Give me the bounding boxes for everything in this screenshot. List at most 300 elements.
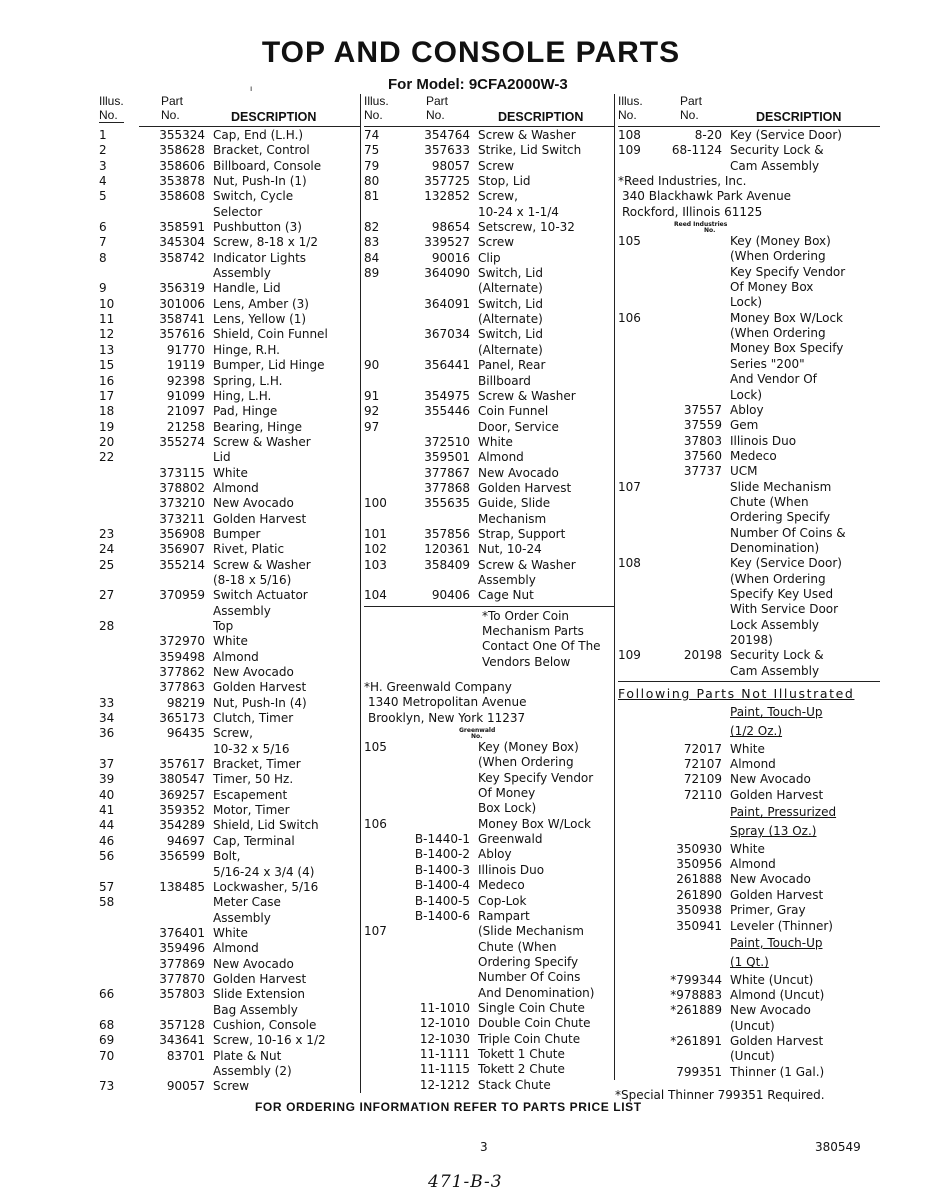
part-no: 339527	[424, 235, 470, 250]
part-description: Tokett 2 Chute	[478, 1062, 565, 1077]
part-no: 359501	[424, 450, 470, 465]
table-row	[618, 403, 880, 418]
part-description: Screw	[213, 1079, 250, 1094]
part-description: Slide Extension	[213, 987, 306, 1002]
illus-no	[99, 742, 145, 757]
part-no	[652, 618, 730, 633]
part-description: Security Lock &	[730, 648, 824, 663]
greenwald-address	[364, 680, 614, 726]
part-no: 350941	[676, 918, 722, 933]
part-no	[404, 817, 478, 832]
table-row	[99, 1033, 357, 1048]
illus-no: 22	[99, 450, 115, 465]
illus-no: 101	[364, 526, 387, 541]
part-description: Escapement	[213, 787, 288, 802]
special-thinner-note: *Special Thinner 799351 Required.	[615, 1088, 825, 1102]
illus-no	[364, 1078, 404, 1093]
part-no: 378802	[159, 480, 205, 495]
illus-no	[364, 909, 404, 924]
table-row	[364, 327, 614, 342]
part-description: Greenwald	[478, 832, 543, 847]
illus-no	[364, 755, 404, 770]
part-no: 357856	[424, 526, 470, 541]
table-row	[618, 648, 880, 663]
illus-no	[618, 449, 652, 464]
table-row	[364, 847, 614, 862]
illus-no: 36	[99, 726, 115, 741]
part-description: Bag Assembly	[213, 1002, 298, 1017]
illus-no	[364, 894, 404, 909]
part-no: 355446	[424, 404, 470, 419]
table-row	[364, 1032, 614, 1047]
illus-no: 75	[364, 143, 380, 158]
part-description: Spring, L.H.	[213, 373, 283, 388]
part-description: Ordering Specify	[730, 510, 831, 525]
table-row	[364, 420, 614, 435]
table-row	[364, 832, 614, 847]
part-no: 72110	[683, 787, 722, 802]
part-no: 365173	[159, 711, 205, 726]
table-row	[99, 143, 357, 158]
part-description: Shield, Coin Funnel	[213, 327, 328, 342]
table-row	[618, 872, 880, 887]
part-no: 358608	[159, 189, 205, 204]
part-description: Leveler (Thinner)	[730, 918, 833, 933]
part-description: Cap, End (L.H.)	[213, 128, 304, 142]
illus-no: 19	[99, 419, 115, 434]
part-no	[404, 755, 478, 770]
part-description: Almond (Uncut)	[730, 987, 825, 1002]
part-description: New Avocado	[213, 956, 294, 971]
part-description: Primer, Gray	[730, 903, 806, 918]
table-row	[618, 249, 880, 264]
table-row	[99, 803, 357, 818]
part-description: Key (Service Door)	[730, 128, 842, 142]
part-description: New Avocado	[213, 496, 294, 511]
table-row	[99, 1064, 357, 1079]
table-row	[364, 863, 614, 878]
illus-no	[364, 1016, 404, 1031]
header-rule	[364, 126, 614, 127]
column-header	[99, 94, 357, 128]
part-no: 358741	[159, 312, 205, 327]
illus-no: 73	[99, 1079, 115, 1094]
table-row	[618, 326, 880, 341]
table-row	[364, 924, 614, 939]
table-row	[364, 220, 614, 235]
part-description: (Alternate)	[478, 312, 543, 327]
table-row	[99, 389, 357, 404]
illus-no: 46	[99, 833, 115, 848]
part-no: 380547	[159, 772, 205, 787]
table-row	[99, 266, 357, 281]
illus-no	[364, 986, 404, 1001]
part-description: Number Of Coins &	[730, 525, 846, 540]
table-row	[99, 174, 357, 189]
illus-no	[364, 573, 404, 588]
illus-no	[618, 265, 652, 280]
illus-no	[618, 541, 652, 556]
illus-no: 18	[99, 404, 115, 419]
part-description: Screw,	[478, 189, 518, 204]
table-row	[99, 527, 357, 542]
part-description: Stop, Lid	[478, 174, 531, 189]
part-description: Assembly	[213, 910, 271, 925]
table-row	[99, 542, 357, 557]
illus-no	[99, 573, 145, 588]
part-description: Box Lock)	[478, 801, 537, 816]
table-row	[618, 434, 880, 449]
illus-no: 20	[99, 434, 115, 449]
part-description: Clutch, Timer	[213, 711, 294, 726]
part-description: Key (Service Door)	[730, 556, 842, 571]
part-description: (Uncut)	[730, 1049, 775, 1064]
part-no: *261891	[670, 1033, 722, 1048]
part-no: 301006	[159, 296, 205, 311]
part-description: New Avocado	[730, 872, 811, 887]
part-no	[145, 1003, 213, 1018]
part-no: 350938	[676, 903, 722, 918]
table-row	[618, 234, 880, 249]
part-no: 350956	[676, 857, 722, 872]
header-rule	[139, 126, 361, 127]
part-no	[652, 664, 730, 679]
part-no: 37560	[683, 448, 722, 463]
table-row	[99, 573, 357, 588]
table-row	[618, 618, 880, 633]
table-row	[364, 496, 614, 511]
column-header	[618, 94, 880, 128]
illus-no	[618, 341, 652, 356]
table-row	[99, 757, 357, 772]
illus-no	[618, 464, 652, 479]
part-description: Cushion, Console	[213, 1017, 317, 1032]
table-row	[618, 1019, 880, 1034]
part-no: B-1400-3	[414, 862, 470, 877]
part-no	[145, 911, 213, 926]
table-row	[364, 281, 614, 296]
part-no	[404, 771, 478, 786]
group-title-text: (1/2 Oz.)	[730, 724, 783, 739]
illus-no: 90	[364, 358, 380, 373]
part-description: Assembly	[213, 266, 271, 281]
part-no: 138485	[159, 879, 205, 894]
illus-no: 4	[99, 174, 107, 189]
part-description: (Uncut)	[730, 1018, 775, 1033]
table-row	[99, 818, 357, 833]
document-number: 380549	[815, 1140, 861, 1154]
part-description: Screw, 10-16 x 1/2	[213, 1033, 326, 1048]
illus-no	[364, 940, 404, 955]
table-row	[364, 1016, 614, 1031]
illus-no: 69	[99, 1033, 115, 1048]
part-no: 355324	[159, 128, 205, 142]
part-description: Lens, Amber (3)	[213, 296, 309, 311]
table-row	[364, 755, 614, 770]
table-row	[618, 341, 880, 356]
table-row	[99, 1003, 357, 1018]
part-no	[145, 205, 213, 220]
table-row	[364, 1078, 614, 1093]
table-row	[99, 911, 357, 926]
part-description: Screw & Washer	[478, 557, 576, 572]
table-row	[618, 495, 880, 510]
table-row	[618, 464, 880, 479]
part-description: Medeco	[730, 448, 777, 463]
table-row	[618, 602, 880, 617]
illus-no	[364, 512, 404, 527]
part-description: Nut, 10-24	[478, 542, 542, 557]
reed-address	[618, 174, 880, 220]
part-description: And Denomination)	[478, 985, 595, 1000]
illus-no	[364, 481, 404, 496]
table-row	[99, 251, 357, 266]
illus-no	[364, 878, 404, 893]
part-no: 353878	[159, 174, 205, 189]
part-description: Bolt,	[213, 849, 241, 864]
part-no	[404, 801, 478, 816]
table-row	[99, 435, 357, 450]
part-description: Motor, Timer	[213, 803, 290, 818]
illus-no	[99, 512, 145, 527]
illus-no: 10	[99, 296, 115, 311]
part-no	[404, 940, 478, 955]
table-row	[618, 973, 880, 988]
parts-list	[99, 128, 357, 1095]
part-no	[652, 1049, 730, 1064]
part-no: 72017	[683, 741, 722, 756]
part-no	[652, 326, 730, 341]
part-description: Security Lock &	[730, 143, 824, 158]
table-row	[364, 404, 614, 419]
table-row	[618, 280, 880, 295]
part-no: B-1400-6	[414, 908, 470, 923]
part-description: New Avocado	[730, 1003, 811, 1018]
table-row	[99, 619, 357, 634]
table-row	[618, 788, 880, 803]
part-description: Bumper, Lid Hinge	[213, 358, 325, 373]
illus-no	[618, 388, 652, 403]
group-title-text: Paint, Touch-Up	[730, 705, 823, 720]
part-no: 354289	[159, 818, 205, 833]
table-row	[364, 512, 614, 527]
part-description: Cam Assembly	[730, 663, 820, 678]
table-row	[99, 235, 357, 250]
illus-no: 104	[364, 588, 387, 603]
group-title	[618, 934, 880, 953]
group-title-text: Spray (13 Oz.)	[730, 824, 817, 839]
part-no	[652, 1019, 730, 1034]
part-description: Almond	[478, 450, 524, 465]
table-row	[99, 220, 357, 235]
table-row	[618, 842, 880, 857]
part-no: 357803	[159, 987, 205, 1002]
part-description: Key (Money Box)	[730, 234, 831, 249]
illus-no: 74	[364, 128, 380, 142]
illus-no: 57	[99, 879, 115, 894]
handwritten-annotation: 471-B-3	[428, 1172, 503, 1192]
header-illus: Illus.	[99, 94, 124, 108]
part-no: 37737	[683, 464, 722, 479]
table-row	[364, 817, 614, 832]
part-description: Medeco	[478, 878, 525, 893]
header-illus: Illus.	[364, 94, 389, 108]
illus-no: 89	[364, 266, 380, 281]
header-illus-no: No.	[618, 108, 637, 122]
part-description: Bumper	[213, 526, 261, 541]
illus-no: 108	[618, 128, 641, 142]
part-no: 21258	[166, 419, 205, 434]
part-no	[652, 510, 730, 525]
part-description: With Service Door	[730, 602, 839, 617]
paint-group	[618, 842, 880, 934]
part-no	[652, 480, 730, 495]
part-description: Golden Harvest	[730, 787, 824, 802]
illus-no: 23	[99, 526, 115, 541]
part-no	[404, 374, 478, 389]
part-no	[404, 312, 478, 327]
table-row	[364, 312, 614, 327]
table-row	[99, 159, 357, 174]
part-description: Hinge, R.H.	[213, 342, 280, 357]
part-no: 98219	[166, 695, 205, 710]
illus-no: 58	[99, 895, 115, 910]
illus-no: 44	[99, 818, 115, 833]
part-no: 12-1010	[419, 1016, 470, 1031]
illus-no: 34	[99, 711, 115, 726]
illus-no	[364, 955, 404, 970]
part-no	[652, 388, 730, 403]
table-row	[99, 849, 357, 864]
table-row	[618, 388, 880, 403]
note-line: Contact One Of The	[482, 639, 601, 654]
table-row	[99, 711, 357, 726]
illus-no	[618, 403, 652, 418]
table-row	[99, 987, 357, 1002]
part-no	[404, 986, 478, 1001]
part-description: Of Money	[478, 786, 536, 801]
table-row	[364, 909, 614, 924]
illus-no	[99, 941, 145, 956]
part-no: B-1400-4	[414, 878, 470, 893]
part-description: Lens, Yellow (1)	[213, 312, 307, 327]
part-no	[145, 1064, 213, 1079]
illus-no: 92	[364, 404, 380, 419]
table-row	[99, 650, 357, 665]
reed-parts-list	[618, 234, 880, 679]
part-no: 90406	[431, 588, 470, 603]
illus-no: 70	[99, 1048, 115, 1063]
table-row	[364, 878, 614, 893]
part-description: White (Uncut)	[730, 972, 814, 987]
part-no: 83701	[166, 1048, 205, 1063]
part-no: 21097	[166, 404, 205, 419]
illus-no: 24	[99, 542, 115, 557]
part-no: 72107	[683, 757, 722, 772]
part-no: 359496	[159, 941, 205, 956]
table-row	[618, 526, 880, 541]
illus-no	[364, 466, 404, 481]
part-description: Cap, Terminal	[213, 833, 295, 848]
illus-no	[99, 650, 145, 665]
table-row	[364, 970, 614, 985]
part-no: 372510	[424, 434, 470, 449]
table-row	[364, 1047, 614, 1062]
illus-no	[364, 450, 404, 465]
part-no: 350930	[676, 841, 722, 856]
table-row	[99, 588, 357, 603]
part-description: Indicator Lights	[213, 250, 307, 265]
vendor-no-label: Reed Industries No.	[674, 221, 728, 235]
illus-no: 79	[364, 158, 380, 173]
table-row	[618, 357, 880, 372]
part-description: White	[730, 741, 765, 756]
table-row	[99, 1049, 357, 1064]
address-line: *H. Greenwald Company	[364, 680, 512, 695]
part-description: 10-24 x 1-1/4	[478, 204, 559, 219]
illus-no	[618, 295, 652, 310]
group-title-text: Paint, Touch-Up	[730, 935, 823, 950]
part-description: Selector	[213, 204, 263, 219]
page-number: 3	[480, 1140, 488, 1154]
part-description: Bearing, Hinge	[213, 419, 303, 434]
table-row	[364, 358, 614, 373]
part-no: 373115	[159, 465, 205, 480]
part-no	[652, 249, 730, 264]
part-no	[145, 604, 213, 619]
part-no	[652, 311, 730, 326]
illus-no: 39	[99, 772, 115, 787]
illus-no: 84	[364, 250, 380, 265]
table-row	[99, 1079, 357, 1094]
illus-no	[618, 587, 652, 602]
table-row	[364, 374, 614, 389]
table-row	[618, 919, 880, 934]
part-no	[145, 450, 213, 465]
part-no	[404, 343, 478, 358]
illus-no	[364, 327, 404, 342]
part-description: Cage Nut	[478, 588, 534, 603]
table-row	[364, 466, 614, 481]
part-description: Top	[213, 619, 234, 633]
table-row	[364, 894, 614, 909]
table-row	[99, 420, 357, 435]
coin-mechanism-note	[364, 609, 614, 670]
illus-no: 109	[618, 648, 641, 663]
part-description: Pad, Hinge	[213, 404, 278, 419]
address-line: Brooklyn, New York 11237	[368, 710, 526, 725]
table-row	[364, 542, 614, 557]
part-description: Thinner (1 Gal.)	[730, 1064, 825, 1079]
part-no: 261890	[676, 887, 722, 902]
table-row	[618, 888, 880, 903]
part-no	[145, 742, 213, 757]
table-row	[618, 510, 880, 525]
illus-no	[364, 970, 404, 985]
table-row	[618, 418, 880, 433]
illus-no: 27	[99, 588, 115, 603]
note-line: *To Order Coin	[482, 608, 570, 623]
table-row	[618, 143, 880, 158]
part-no	[404, 281, 478, 296]
part-no	[404, 512, 478, 527]
part-no: 90016	[431, 250, 470, 265]
part-no	[652, 556, 730, 571]
part-no: 377868	[424, 480, 470, 495]
parts-list	[618, 128, 880, 174]
illus-no	[618, 434, 652, 449]
part-no	[145, 865, 213, 880]
